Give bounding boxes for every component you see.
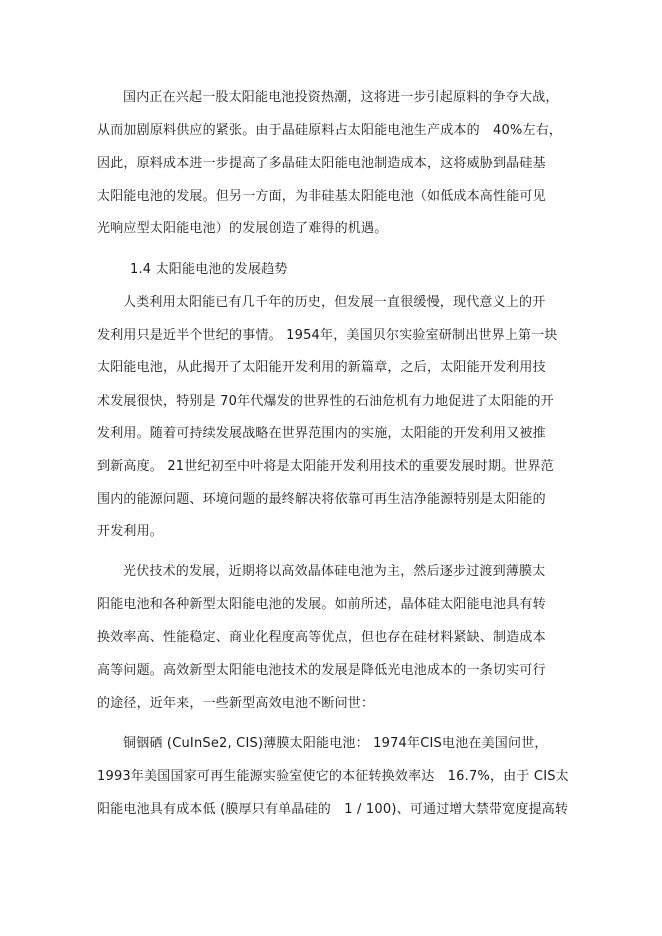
paragraph-2-line-8: 开发利用。: [97, 524, 164, 539]
paragraph-2-line-1: 人类利用太阳能已有几千年的历史，但发展一直很缓慢，现代意义上的开: [123, 295, 546, 310]
paragraph-2-line-6: 到新高度。 21世纪初至中叶将是太阳能开发利用技术的重要发展时期。世界范: [97, 459, 554, 474]
paragraph-2-line-3: 太阳能电池，从此揭开了太阳能开发利用的新篇章，之后，太阳能开发利用技: [97, 360, 546, 375]
paragraph-1-line-5: 光响应型太阳能电池）的发展创造了难得的机遇。: [97, 221, 388, 236]
paragraph-3-line-2: 阳能电池和各种新型太阳能电池的发展。如前所述，晶体硅太阳能电池具有转: [97, 597, 546, 612]
paragraph-3-line-5: 的途径，近年来，一些新型高效电池不断问世：: [97, 696, 375, 711]
paragraph-3-line-4: 高等问题。高效新型太阳能电池技术的发展是降低光电池成本的一条切实可行: [97, 663, 546, 678]
paragraph-4-line-2: 1993年美国国家可再生能源实验室使它的本征转换效率达 16.7%，由于 CIS太: [97, 769, 569, 784]
paragraph-1-line-3: 因此，原料成本进一步提高了多晶硅太阳能电池制造成本，这将威胁到晶硅基: [97, 156, 546, 171]
paragraph-2-line-4: 术发展很快，特别是 70年代爆发的世界性的石油危机有力地促进了太阳能的开: [97, 394, 554, 409]
paragraph-4-line-1: 铜铟硒 (CuInSe2, CIS)薄膜太阳能电池： 1974年CIS电池在美国问世，: [123, 736, 548, 751]
paragraph-2-line-5: 发利用。随着可持续发展战略在世界范围内的实施，太阳能的开发利用又被推: [97, 426, 546, 441]
paragraph-1-line-1: 国内正在兴起一股太阳能电池投资热潮，这将进一步引起原料的争夺大战，: [123, 90, 559, 105]
paragraph-3-line-3: 换效率高、性能稳定、商业化程度高等优点，但也存在硅材料紧缺、制造成本: [97, 630, 546, 645]
paragraph-4-line-3: 阳能电池具有成本低 (膜厚只有单晶硅的 1 / 100)、可通过增大禁带宽度提高转: [97, 802, 569, 817]
paragraph-2-line-2: 发利用只是近半个世纪的事情。 1954年，美国贝尔实验室研制出世界上第一块: [97, 328, 558, 343]
section-heading: 1.4 太阳能电池的发展趋势: [130, 262, 288, 277]
paragraph-3-line-1: 光伏技术的发展，近期将以高效晶体硅电池为主，然后逐步过渡到薄膜太: [123, 564, 546, 579]
paragraph-1-line-4: 太阳能电池的发展。但另一方面，为非硅基太阳能电池（如低成本高性能可见: [97, 189, 546, 204]
paragraph-1-line-2: 从而加剧原料供应的紧张。由于晶硅原料占太阳能电池生产成本的 40%左右，: [97, 123, 563, 138]
paragraph-2-line-7: 围内的能源问题、环境问题的最终解决将依靠可再生洁净能源特别是太阳能的: [97, 492, 546, 507]
